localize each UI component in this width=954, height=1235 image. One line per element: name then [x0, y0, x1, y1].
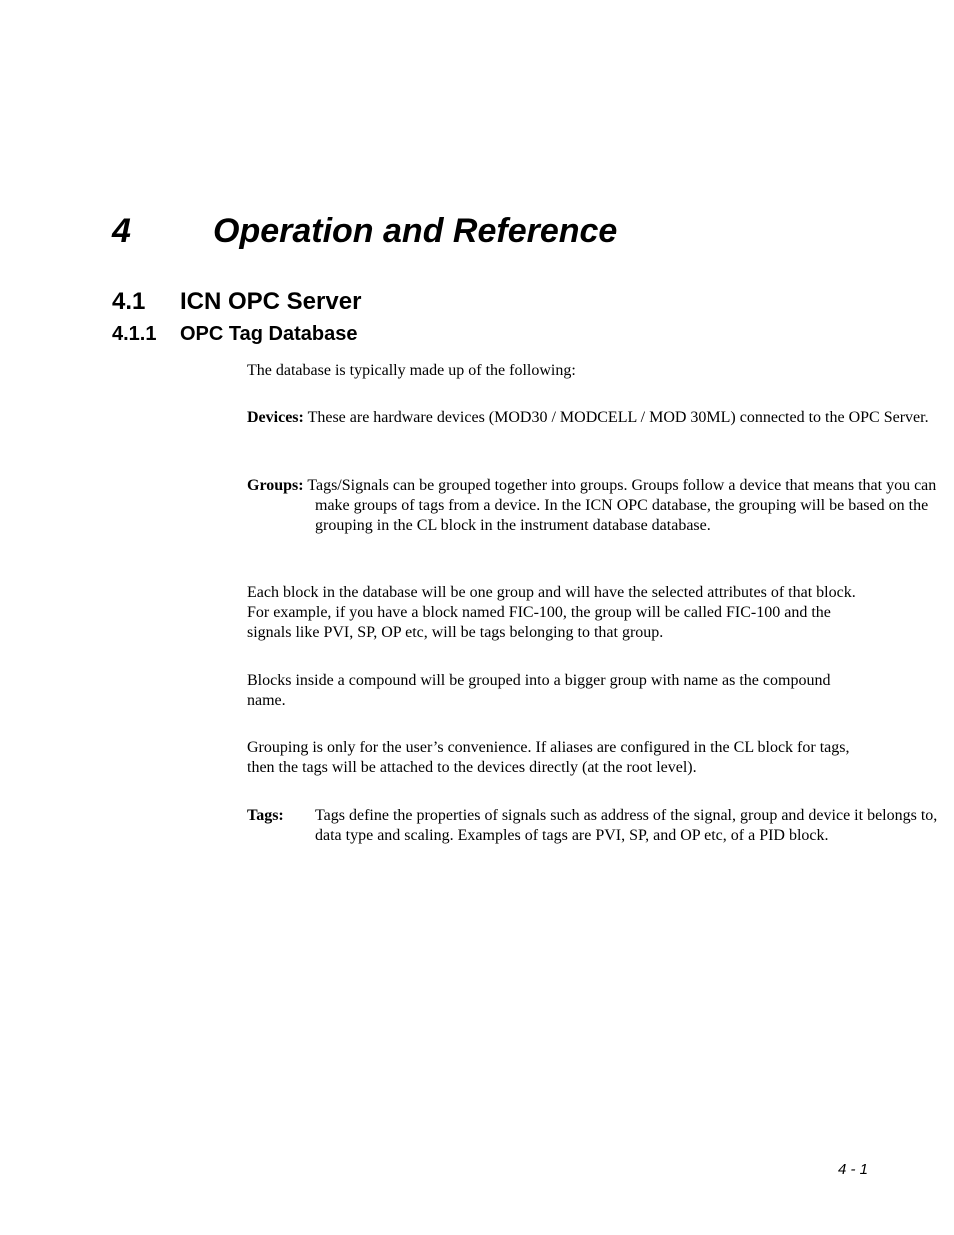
- tags-label: Tags:: [247, 807, 284, 824]
- chapter-title: Operation and Reference: [213, 212, 618, 250]
- each-block-paragraph: Each block in the database will be one group and will have the selected attributes of that block. For example, if you have a block named FIC-100, the group will be called FIC-100 and the signals like PVI, SP, OP etc, will be tags belonging to that group.: [247, 584, 856, 641]
- chapter-number: 4: [112, 212, 131, 250]
- devices-label: Devices:: [247, 409, 304, 426]
- page-number: 4 - 1: [837, 1161, 868, 1178]
- blocks-inside-paragraph: Blocks inside a compound will be grouped into a bigger group with name as the compound name.: [247, 672, 831, 709]
- section-number: 4.1: [112, 288, 146, 315]
- tags-text: Tags define the properties of signals such as address of the signal, group and device it belongs to, data type and scaling. Examples of tags are PVI, SP, and OP etc, of a PID block.: [315, 807, 938, 844]
- subsection-title: OPC Tag Database: [180, 323, 358, 345]
- intro-paragraph: The database is typically made up of the following:: [247, 362, 576, 379]
- groups-label: Groups:: [247, 477, 304, 494]
- tags-paragraph: [247, 806, 940, 846]
- groups-text: Tags/Signals can be grouped together into groups. Groups follow a device that means that you can make groups of tags from a device. In the ICN OPC database, the grouping will be based on the grouping in the CL block in the instrument database database.: [303, 477, 937, 534]
- subsection-number: 4.1.1: [112, 323, 157, 345]
- groups-paragraph: [247, 476, 940, 536]
- devices-text: These are hardware devices (MOD30 / MODCELL / MOD 30ML) connected to the OPC Server.: [303, 409, 929, 426]
- section-title: ICN OPC Server: [180, 288, 362, 315]
- grouping-paragraph: Grouping is only for the user’s convenience. If aliases are configured in the CL block for tags, then the tags will be attached to the devices directly (at the root level).: [247, 739, 850, 776]
- devices-paragraph: [247, 408, 940, 428]
